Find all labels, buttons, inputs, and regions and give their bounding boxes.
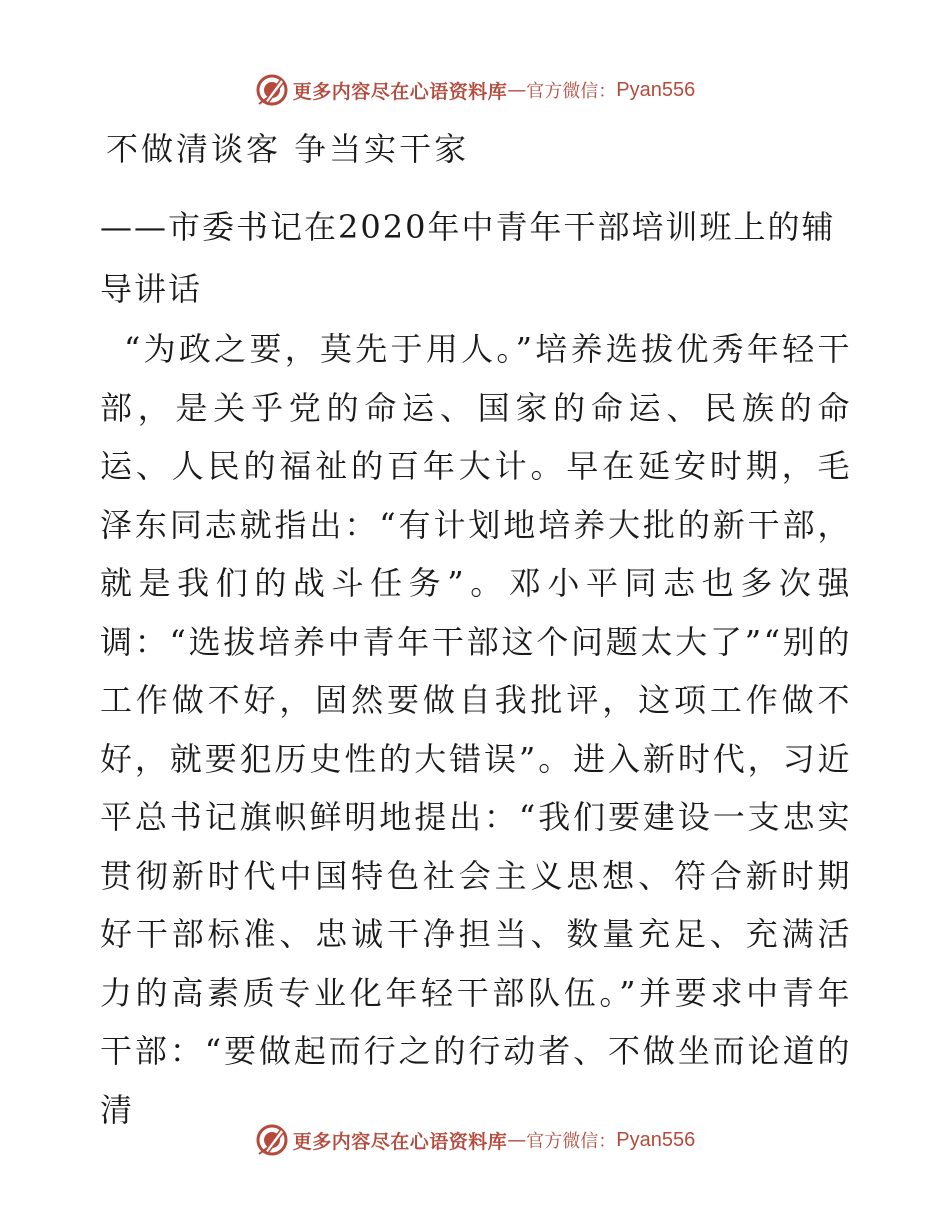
- banner-site-text: 更多内容尽在心语资料库: [292, 80, 508, 103]
- banner-dash: —: [507, 1129, 527, 1151]
- document-title: 不做清谈客 争当实干家: [106, 130, 470, 168]
- banner-account-label: 官方微信：: [526, 81, 617, 102]
- document-body-paragraph: “为政之要，莫先于用人。”培养选拔优秀年轻干部，是关乎党的命运、国家的命运、民族的命运、人民的福祉的百年大计。早在延安时期，毛泽东同志就指出：“有计划地培养大批的新干部，就是我们的战斗任务”。邓小平同志也多次强调：“选拔培养中青年干部这个问题太大了”“别的工作做不好，固然要做自我批评，这项工作做不好，就要犯历史性的大错误”。进入新时代，习近平总书记旗帜鲜明地提出：“我们要建设一支忠实贯彻新时代中国特色社会主义思想、符合新时期好干部标准、忠诚干净担当、数量充足、充满活力的高素质专业化年轻干部队伍。”并要求中青年干部：“要做起而行之的行动者、不做坐而论道的清: [100, 330, 852, 1129]
- banner-account-label: 官方微信：: [526, 1131, 617, 1152]
- banner-site-text: 更多内容尽在心语资料库: [292, 1130, 508, 1153]
- banner-account-id: Pyan556: [616, 78, 696, 101]
- banner-dash: —: [507, 79, 527, 101]
- quill-logo-icon: [255, 1123, 289, 1157]
- document-subtitle: ——市委书记在2020年中青年干部培训班上的辅导讲话: [100, 208, 836, 308]
- banner-account-id: Pyan556: [616, 1128, 696, 1151]
- header-banner: [0, 70, 950, 110]
- footer-banner: [0, 1120, 950, 1160]
- quill-logo-icon: [255, 73, 289, 107]
